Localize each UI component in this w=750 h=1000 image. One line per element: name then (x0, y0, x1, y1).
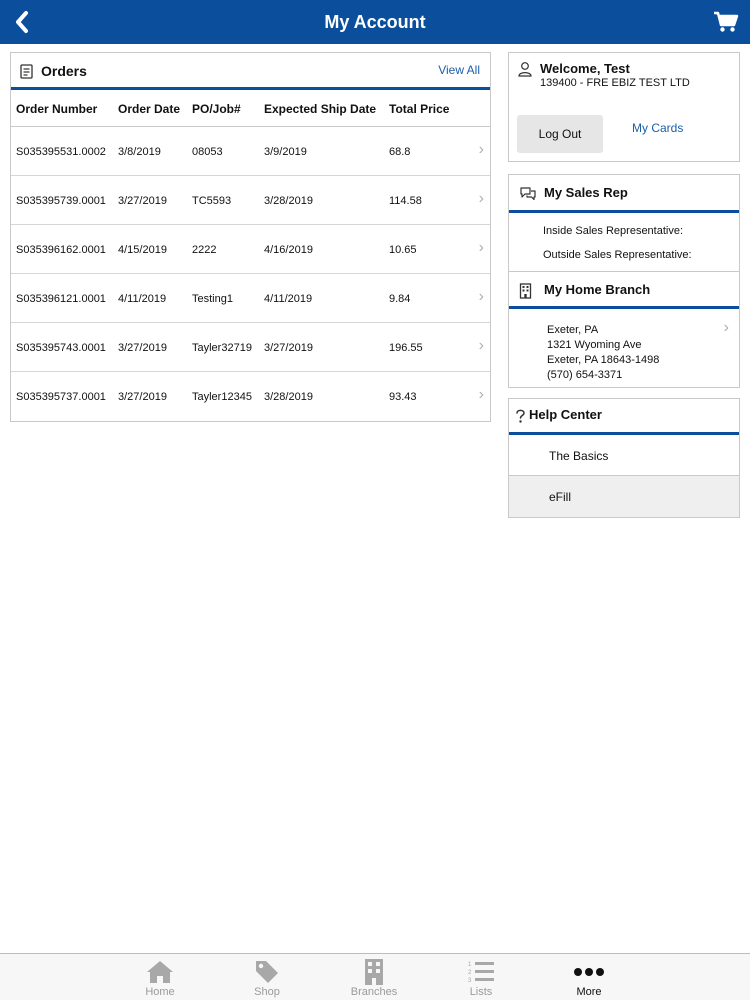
home-branch-address[interactable] (547, 323, 659, 383)
outside-sales-rep: Outside Sales Representative: (543, 249, 692, 261)
total-price: 93.43 (389, 391, 417, 403)
tab-branches[interactable] (334, 954, 414, 1000)
more-icon (573, 967, 605, 977)
column-header-po-job: PO/Job# (192, 102, 241, 116)
home-branch-title: My Home Branch (544, 282, 651, 297)
chevron-right-icon: › (478, 239, 484, 256)
expected-ship-date: 3/28/2019 (264, 391, 313, 403)
user-icon (517, 61, 533, 77)
chevron-right-icon: › (478, 141, 484, 158)
order-number: S035395739.0001 (16, 195, 106, 207)
order-number: S035395737.0001 (16, 391, 106, 403)
help-center-title: Help Center (529, 407, 602, 422)
po-job: Testing1 (192, 293, 233, 305)
total-price: 114.58 (389, 195, 422, 207)
cart-icon (713, 11, 739, 33)
total-price: 196.55 (389, 342, 423, 354)
chevron-right-icon: › (478, 288, 484, 305)
po-job: 08053 (192, 146, 223, 158)
order-row[interactable] (11, 274, 490, 323)
total-price: 9.84 (389, 293, 411, 305)
sales-rep-title: My Sales Rep (544, 185, 628, 200)
building-icon (363, 958, 385, 986)
total-price: 10.65 (389, 244, 417, 256)
column-header-total-price: Total Price (389, 102, 450, 116)
order-row[interactable] (11, 176, 490, 225)
order-row[interactable] (11, 127, 490, 176)
expected-ship-date: 4/11/2019 (264, 293, 313, 305)
tab-lists[interactable] (441, 954, 521, 1000)
tab-more[interactable] (549, 954, 629, 1000)
tab-label: Lists (469, 986, 493, 998)
order-number: S035395531.0002 (16, 146, 106, 158)
expected-ship-date: 3/27/2019 (264, 342, 313, 354)
help-center-card (508, 398, 740, 518)
po-job: TC5593 (192, 195, 232, 207)
orders-header (11, 53, 490, 90)
tab-bar (0, 953, 750, 1000)
column-header-order-date: Order Date (118, 102, 181, 116)
branch-city: Exeter, PA 18643-1498 (547, 354, 660, 366)
help-item-efill[interactable] (509, 476, 739, 517)
tab-shop[interactable] (227, 954, 307, 1000)
tab-label: Shop (254, 986, 280, 998)
tag-icon (253, 958, 281, 986)
chevron-right-icon: › (478, 337, 484, 354)
document-icon (20, 64, 33, 79)
log-out-button[interactable]: Log Out (517, 115, 603, 153)
help-item-the-basics[interactable] (509, 435, 739, 476)
tab-label: More (576, 986, 602, 998)
sales-rep-card (508, 174, 740, 388)
branch-name: Exeter, PA (547, 324, 599, 336)
list-icon (467, 959, 495, 985)
order-row[interactable] (11, 225, 490, 274)
order-date: 3/27/2019 (118, 342, 167, 354)
tab-label: Branches (350, 986, 398, 998)
svg-text:3: 3 (468, 978, 472, 984)
help-item-label: eFill (549, 490, 572, 504)
po-job: Tayler32719 (192, 342, 252, 354)
po-job: Tayler12345 (192, 391, 252, 403)
order-number: S035396162.0001 (16, 244, 106, 256)
account-name: 139400 - FRE EBIZ TEST LTD (540, 77, 690, 89)
column-header-expected-ship-date: Expected Ship Date (264, 102, 377, 116)
tab-home[interactable] (120, 954, 200, 1000)
chevron-right-icon: › (478, 386, 484, 403)
order-row[interactable] (11, 323, 490, 372)
inside-sales-rep: Inside Sales Representative: (543, 225, 684, 237)
cart-button[interactable] (712, 8, 740, 36)
order-date: 4/11/2019 (118, 293, 167, 305)
orders-table-body (11, 127, 490, 421)
page-title: My Account (324, 12, 426, 32)
welcome-title: Welcome, Test (540, 61, 630, 76)
top-bar (0, 0, 750, 44)
svg-text:1: 1 (468, 962, 472, 968)
orders-panel (10, 52, 491, 422)
po-job: 2222 (192, 244, 217, 256)
expected-ship-date: 3/9/2019 (264, 146, 307, 158)
branch-phone: (570) 654-3371 (547, 369, 623, 381)
branch-street: 1321 Wyoming Ave (547, 339, 642, 351)
total-price: 68.8 (389, 146, 411, 158)
home-branch-header (509, 271, 739, 309)
welcome-card (508, 52, 740, 162)
order-date: 3/8/2019 (118, 146, 161, 158)
orders-table-header (11, 90, 490, 127)
question-icon (515, 408, 526, 424)
my-cards-link[interactable]: My Cards (632, 121, 684, 135)
help-item-label: The Basics (549, 449, 609, 463)
chat-icon (519, 186, 537, 201)
help-center-header (509, 399, 739, 435)
order-number: S035395743.0001 (16, 342, 106, 354)
view-all-link[interactable]: View All (438, 63, 480, 77)
expected-ship-date: 3/28/2019 (264, 195, 313, 207)
order-date: 3/27/2019 (118, 195, 167, 207)
home-icon (145, 959, 175, 985)
building-icon (519, 283, 532, 299)
chevron-right-icon: › (478, 190, 484, 207)
order-number: S035396121.0001 (16, 293, 106, 305)
sales-rep-header (509, 175, 739, 213)
orders-title: Orders (41, 63, 87, 79)
order-date: 3/27/2019 (118, 391, 167, 403)
expected-ship-date: 4/16/2019 (264, 244, 313, 256)
tab-label: Home (145, 986, 175, 998)
order-date: 4/15/2019 (118, 244, 167, 256)
chevron-right-icon[interactable]: › (723, 319, 729, 336)
order-row[interactable] (11, 372, 490, 421)
svg-text:2: 2 (468, 970, 472, 976)
column-header-order-number: Order Number (16, 102, 98, 116)
